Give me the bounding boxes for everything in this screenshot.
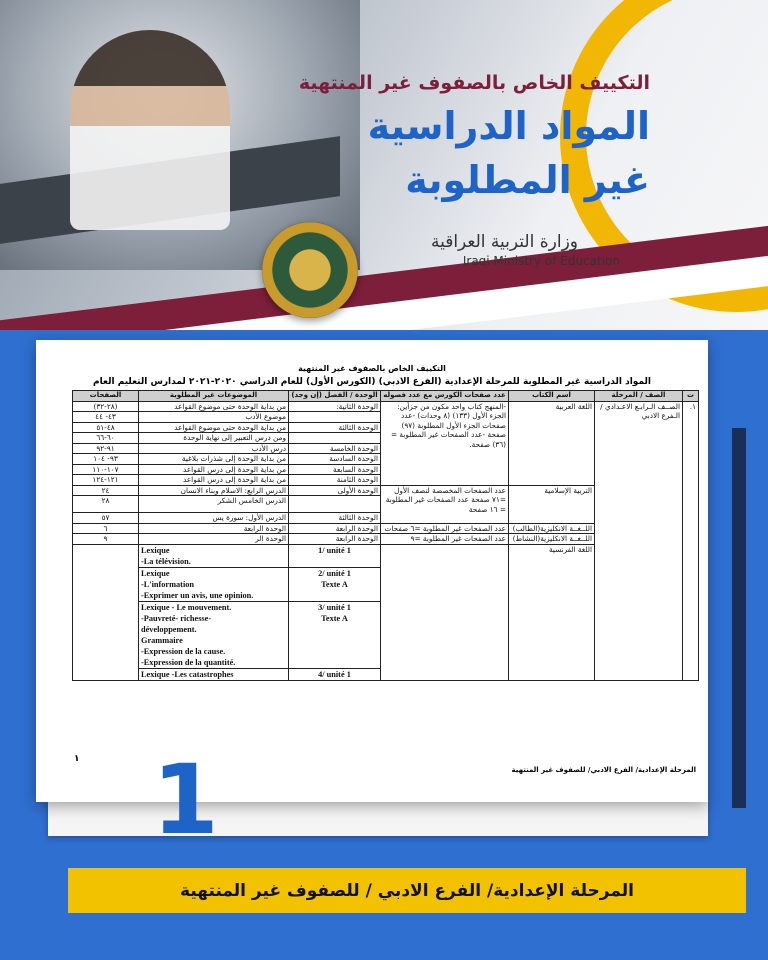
pages-cell: ٢٨ — [73, 496, 139, 513]
book-cell: اللــغــة الانكليزية(الطالب) — [509, 523, 595, 534]
unit-cell: الوحدة الرابعة — [289, 534, 381, 545]
unit-cell: 2/ unité 1 Texte A — [289, 567, 381, 601]
topic-cell: الوحدة الرابعة — [139, 523, 289, 534]
topic-cell: Lexique -La télévision. — [139, 544, 289, 567]
pages-cell: ٤٨-٥١ — [73, 422, 139, 433]
pages-cell: ٢٤ — [73, 485, 139, 496]
unit-cell: الوحدة الأولى — [289, 485, 381, 496]
big-page-number: 1 — [152, 744, 219, 856]
col-header: الموضوعات غير المطلوبة — [139, 391, 289, 402]
pages-cell: ١٢١-١٢٤ — [73, 475, 139, 486]
table-row — [73, 401, 699, 412]
ministry-name-ar: وزارة التربية العراقية — [430, 232, 578, 252]
col-header: اسم الكتاب — [509, 391, 595, 402]
grade-cell: الصــف الـرابـع الاعـدادي / الـفرع الادبي — [595, 401, 683, 680]
pages-cell: ٦٠-٦٦ — [73, 433, 139, 444]
pages-cell: ٥٧ — [73, 513, 139, 524]
col-header: الوحدة / الفصل (إن وجد) — [289, 391, 381, 402]
main-title-line2: غير المطلوبة — [405, 158, 650, 202]
topic-cell: Lexique -Les catastrophes — [139, 668, 289, 680]
topic-cell: من بداية الوحدة إلى درس القواعد — [139, 475, 289, 486]
ministry-name-en: Iraqi Ministry of Education — [462, 254, 620, 268]
topic-cell: من بداية الوحدة حتى موضوع القواعد — [139, 422, 289, 433]
ministry-seal-logo — [262, 222, 358, 318]
book-cell: التربية الإسلامية — [509, 485, 595, 523]
book-cell: اللــغــة الانكليزية(النشاط) — [509, 534, 595, 545]
topic-cell: من بداية الوحدة إلى شذرات بلاغية — [139, 454, 289, 465]
main-title-line1: المواد الدراسية — [367, 104, 650, 148]
book-cell: اللغة الفرنسية — [509, 544, 595, 680]
unit-cell: 1/ unité 1 — [289, 544, 381, 567]
pages-cell: ٩١-٩٢ — [73, 443, 139, 454]
pages-cell: (٢٨-٣٢) — [73, 401, 139, 412]
topic-cell: الدرس الخامس الشكر — [139, 496, 289, 513]
topic-cell: موضوع الأدب — [139, 412, 289, 423]
document-footer: المرحلة الإعدادية/ الفرع الادبي/ للصفوف غير المنتهية — [511, 766, 696, 774]
unit-cell: الوحدة الثانية: — [289, 401, 381, 412]
topic-cell: الوحدة الر — [139, 534, 289, 545]
col-header: الصف / المرحلة — [595, 391, 683, 402]
topic-cell: من بداية الوحدة إلى درس القواعد — [139, 464, 289, 475]
col-header: ت — [683, 391, 699, 402]
col-header: الصفحات — [73, 391, 139, 402]
topic-cell: الدرس الرابع: الاسلام وبناء الانسان — [139, 485, 289, 496]
pages-count-cell: عدد الصفحات المخصصة لنصف الأول =٧١ صفحة عدد الصفحات غير المطلوبة = ١٦ صفحة — [381, 485, 509, 523]
subjects-table — [72, 390, 699, 681]
unit-cell — [289, 496, 381, 513]
unit-cell: 3/ unité 1 Texte A — [289, 601, 381, 668]
unit-cell: الوحدة السادسة — [289, 454, 381, 465]
document-title: التكييف الخاص بالصفوف غير المنتهية — [298, 364, 446, 373]
pages-cell — [73, 544, 139, 680]
paper-stack — [48, 800, 708, 836]
topic-cell: الدرس الأول: سورة يس — [139, 513, 289, 524]
bottom-banner: المرحلة الإعدادية/ الفرع الادبي / للصفوف غير المنتهية — [68, 868, 746, 913]
unit-cell: الوحدة الثالثة — [289, 513, 381, 524]
pages-count-cell: عدد الصفحات غير المطلوبة =٦ صفحات — [381, 523, 509, 534]
header-area — [0, 0, 768, 330]
topic-cell: Lexique - Le mouvement. -Pauvreté- richesse- développement. Grammaire -Expression de la cause. -Expression de la quantité. — [139, 601, 289, 668]
pages-cell: ٤٣- ٤٤ — [73, 412, 139, 423]
col-header: عدد صفحات الكورس مع عدد فصوله — [381, 391, 509, 402]
unit-cell: الوحدة الثالثة — [289, 422, 381, 433]
unit-cell: الوحدة السابعة — [289, 464, 381, 475]
book-cell: اللغة العربية — [509, 401, 595, 485]
pages-count-cell: -المنهج كتاب واحد مكون من جزأين: الجزء الأول (١٣٣) (٨ وحدات) -عدد صفحات الجزء الأول المطلوبة (٩٧) صفحة -عدد الصفحات غير المطلوبة = (٣٦) صفحة. — [381, 401, 509, 485]
serial-cell: ١. — [683, 401, 699, 680]
unit-cell: 4/ unité 1 — [289, 668, 381, 680]
pages-cell: ٦ — [73, 523, 139, 534]
unit-cell — [289, 433, 381, 444]
topic-cell: درس الأدب — [139, 443, 289, 454]
pages-count-cell — [381, 544, 509, 680]
topic-cell: من بداية الوحدة حتى موضوع القواعد — [139, 401, 289, 412]
unit-cell: الوحدة الرابعة — [289, 523, 381, 534]
unit-cell — [289, 412, 381, 423]
pre-title: التكييف الخاص بالصفوف غير المنتهية — [298, 72, 650, 94]
document-page — [36, 340, 708, 802]
pages-cell: ١٠٧-١١٠ — [73, 464, 139, 475]
table-header-row — [73, 391, 699, 402]
pages-cell: ٩٣- ١٠٤ — [73, 454, 139, 465]
topic-cell: ومن درس التعبير إلى نهاية الوحدة — [139, 433, 289, 444]
photo-student — [70, 30, 230, 230]
document-edge — [732, 428, 746, 808]
pages-cell: ٩ — [73, 534, 139, 545]
topic-cell: Lexique -L'information -Exprimer un avis, une opinion. — [139, 567, 289, 601]
page-number: ١ — [74, 754, 80, 764]
unit-cell: الوحدة الثامنة — [289, 475, 381, 486]
pages-count-cell: عدد الصفحات غير المطلوبة =٩ — [381, 534, 509, 545]
document-subtitle: المواد الدراسية غير المطلوبة للمرحلة الإعدادية (الفرع الادبي) (الكورس الأول) للعام الدراسي ٢٠٢٠-٢٠٢١ لمدارس التعليم العام — [93, 377, 651, 387]
unit-cell: الوحدة الخامسة — [289, 443, 381, 454]
